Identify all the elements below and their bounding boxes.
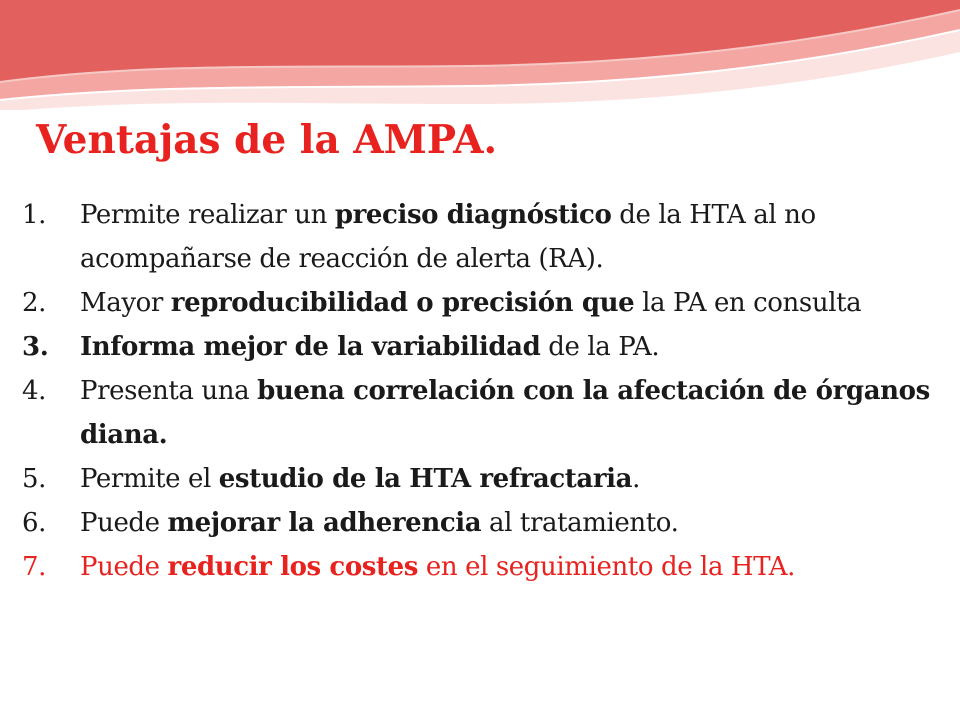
item-text-segment: Permite el bbox=[80, 464, 219, 494]
item-text bbox=[80, 369, 942, 457]
item-text-segment: Presenta una bbox=[80, 376, 258, 406]
item-text bbox=[80, 457, 942, 501]
item-number: 3. bbox=[22, 332, 49, 362]
list-item bbox=[22, 501, 942, 545]
slide-title: Ventajas de la AMPA. bbox=[36, 117, 498, 163]
header-swoosh bbox=[0, 0, 960, 110]
item-number: 2. bbox=[22, 288, 47, 318]
item-text bbox=[80, 325, 942, 369]
list-item bbox=[22, 457, 942, 501]
item-text-bold: preciso diagnóstico bbox=[334, 200, 612, 230]
list-item bbox=[22, 281, 942, 325]
item-number: 1. bbox=[22, 200, 47, 230]
item-text-segment: en el seguimiento de la HTA. bbox=[418, 552, 795, 582]
item-text-bold: reducir los costes bbox=[167, 552, 419, 582]
item-text-bold: buena correlación con la afectación de órganos diana. bbox=[80, 376, 930, 450]
item-text-segment: Puede bbox=[80, 552, 168, 582]
advantages-list bbox=[22, 193, 942, 589]
item-number: 4. bbox=[22, 376, 47, 406]
item-text bbox=[80, 281, 942, 325]
item-text-bold: Informa mejor de la variabilidad bbox=[80, 332, 541, 362]
list-item bbox=[22, 369, 942, 457]
item-text-segment: Mayor bbox=[80, 288, 171, 318]
item-text-segment: al tratamiento. bbox=[481, 508, 679, 538]
item-number: 5. bbox=[22, 464, 47, 494]
item-text-bold: reproducibilidad o precisión que bbox=[170, 288, 635, 318]
item-text bbox=[80, 545, 942, 589]
item-text-segment: de la PA. bbox=[540, 332, 660, 362]
item-text bbox=[80, 501, 942, 545]
item-text bbox=[80, 193, 942, 281]
item-number: 7. bbox=[22, 552, 47, 582]
item-number: 6. bbox=[22, 508, 47, 538]
item-text-bold: estudio de la HTA refractaria bbox=[218, 464, 633, 494]
item-text-segment: . bbox=[632, 464, 640, 494]
item-text-segment: la PA en consulta bbox=[634, 288, 862, 318]
item-text-segment: Puede bbox=[80, 508, 168, 538]
item-text-bold: mejorar la adherencia bbox=[167, 508, 482, 538]
list-item bbox=[22, 193, 942, 281]
list-item bbox=[22, 325, 942, 369]
list-item bbox=[22, 545, 942, 589]
item-text-segment: Permite realizar un bbox=[80, 200, 335, 230]
item-text-segment: de la HTA al no acompañarse de reacción de alerta (RA). bbox=[80, 200, 816, 274]
